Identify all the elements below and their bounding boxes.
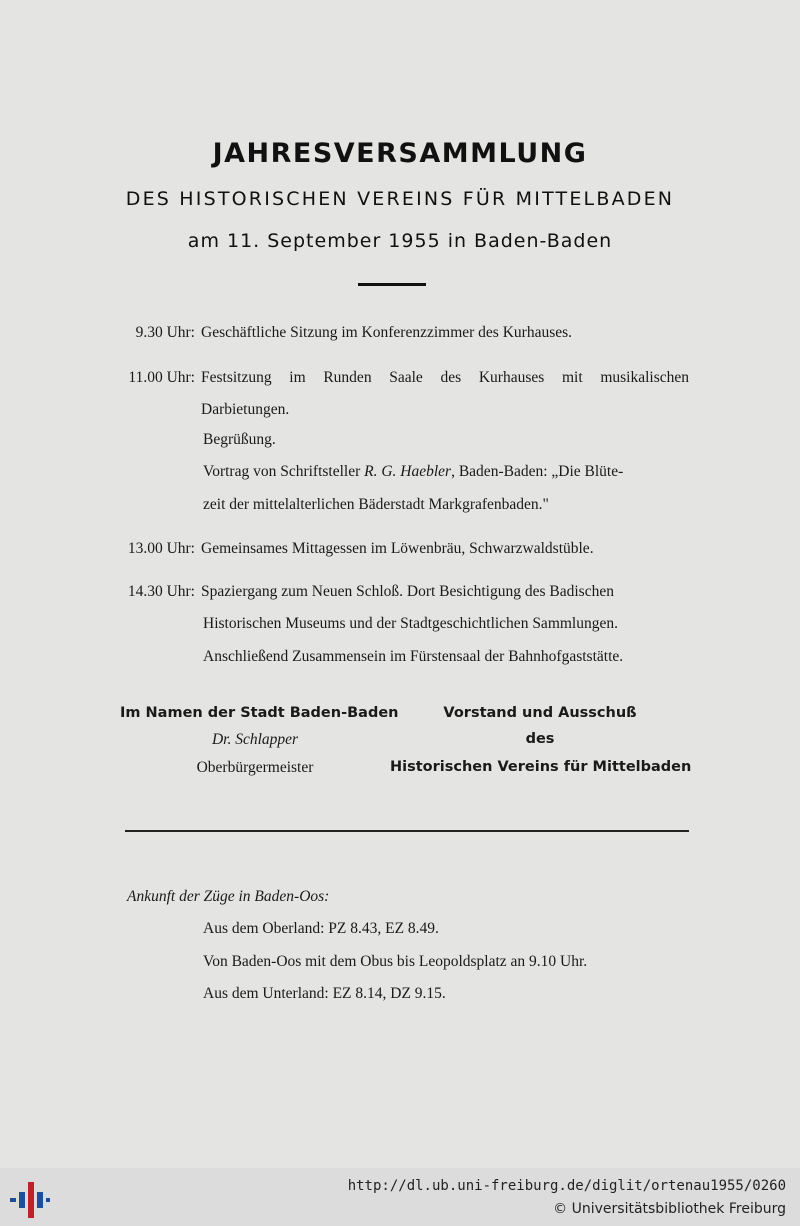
viewer-footer	[0, 1168, 800, 1226]
trains-heading: Ankunft der Züge in Baden-Oos:	[127, 888, 330, 905]
signature-left-name: Dr. Schlapper	[211, 731, 299, 748]
page-subtitle: DES HISTORISCHEN VEREINS FÜR MITTELBADEN	[125, 188, 675, 210]
program-text-3: Gemeinsames Mittagessen im Löwenbräu, Schwarzwaldstüble.	[201, 540, 594, 557]
trains-line-1: Aus dem Oberland: PZ 8.43, EZ 8.49.	[203, 920, 439, 937]
title-divider	[358, 283, 426, 286]
trains-line-2: Von Baden-Oos mit dem Obus bis Leopoldsplatz an 9.10 Uhr.	[203, 953, 588, 970]
program-text-2-line3: Begrüßung.	[203, 431, 276, 448]
signature-left-heading: Im Namen der Stadt Baden-Baden	[120, 705, 399, 721]
program-text-2-line1: Festsitzung im Runden Saale des Kurhauses mit musikalischen	[201, 369, 689, 386]
signature-right-line2: des	[525, 731, 555, 747]
ub-freiburg-logo-icon	[10, 1178, 50, 1222]
program-time-3: 13.00 Uhr:	[127, 540, 195, 557]
program-text-4-line1: Spaziergang zum Neuen Schloß. Dort Besichtigung des Badischen	[201, 583, 614, 600]
page-title: JAHRESVERSAMMLUNG	[212, 138, 588, 169]
signature-right-heading: Vorstand und Ausschuß	[443, 705, 637, 721]
talk-prefix: Vortrag von Schriftsteller	[203, 463, 365, 480]
program-time-4: 14.30 Uhr:	[127, 583, 195, 600]
program-time-1: 9.30 Uhr:	[135, 324, 195, 341]
source-url-link[interactable]: http://dl.ub.uni-freiburg.de/diglit/ortenau1955/0260	[347, 1178, 786, 1194]
trains-line-3: Aus dem Unterland: EZ 8.14, DZ 9.15.	[203, 985, 446, 1002]
signature-left-role: Oberbürgermeister	[196, 759, 314, 776]
copyright-text: © Universitätsbibliothek Freiburg	[553, 1201, 786, 1217]
program-text-4-line3: Anschließend Zusammensein im Fürstensaal der Bahnhofgaststätte.	[203, 648, 624, 665]
program-text-1: Geschäftliche Sitzung im Konferenzzimmer des Kurhauses.	[201, 324, 573, 341]
signature-right-line3: Historischen Vereins für Mittelbaden	[390, 759, 692, 775]
section-divider	[125, 830, 689, 832]
program-text-4-line2: Historischen Museums und der Stadtgeschichtlichen Sammlungen.	[203, 615, 618, 632]
date-line: am 11. September 1955 in Baden-Baden	[187, 230, 613, 252]
talk-title-start: , Baden-Baden: „Die Blüte-	[451, 463, 624, 480]
program-text-2-line2: Darbietungen.	[201, 401, 290, 418]
speaker-name: R. G. Haebler	[364, 463, 452, 480]
program-text-2-line4	[203, 463, 623, 481]
program-text-2-line5: zeit der mittelalterlichen Bäderstadt Markgrafenbaden."	[203, 496, 549, 513]
program-time-2: 11.00 Uhr:	[128, 369, 195, 386]
